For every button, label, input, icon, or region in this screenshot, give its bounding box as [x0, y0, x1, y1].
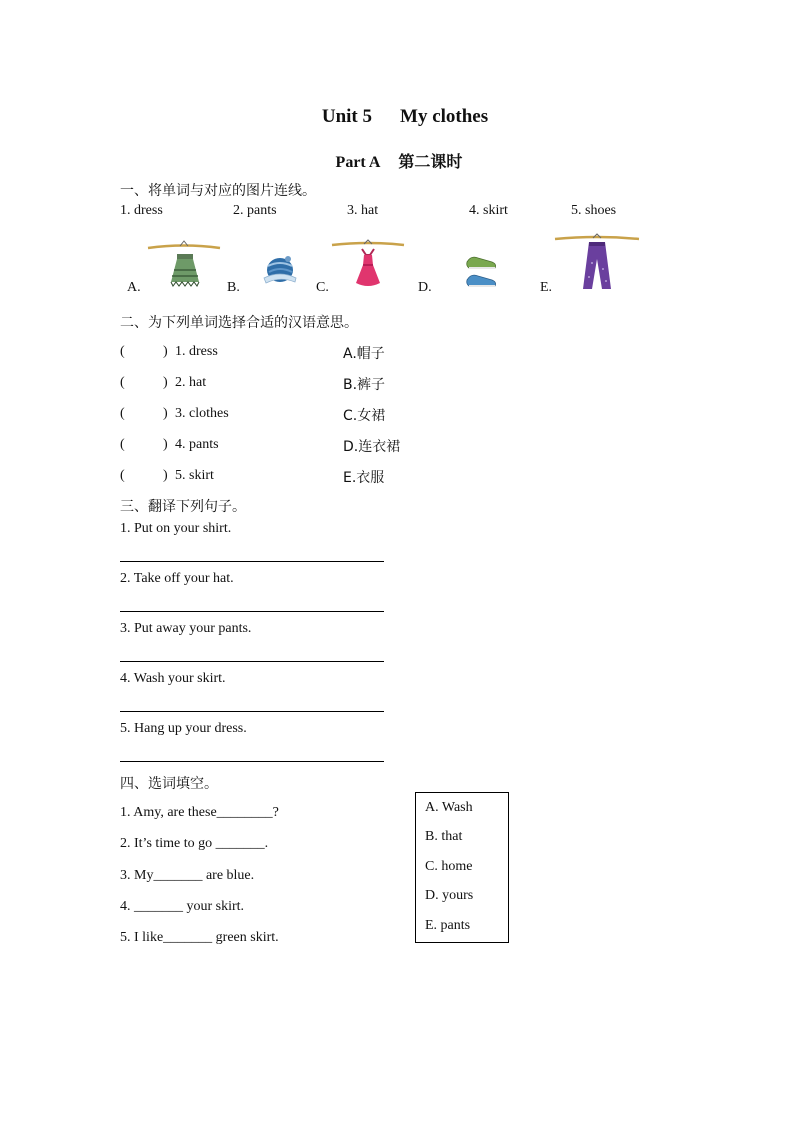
lesson-label: 第二课时: [398, 154, 463, 171]
answer-paren-close: ): [163, 344, 168, 359]
section2-heading: 二、为下列单词选择合适的汉语意思。: [120, 315, 358, 331]
answer-line[interactable]: [120, 761, 384, 762]
word-bank-option: A. Wash: [425, 800, 473, 815]
match-word: 1. dress: [175, 344, 218, 359]
picture-label: D.: [418, 280, 432, 295]
unit-label: Unit 5: [321, 106, 373, 127]
word-item: 5. shoes: [571, 203, 617, 218]
translate-sentence: 1. Put on your shirt.: [120, 521, 232, 536]
answer-paren-close: ): [163, 437, 168, 452]
word-item: 2. pants: [233, 203, 277, 218]
picture-label: E.: [540, 280, 553, 295]
answer-paren-close: ): [163, 468, 168, 483]
word-bank-option: B. that: [425, 829, 463, 844]
part-label: Part A: [335, 154, 381, 171]
word-bank-option: C. home: [425, 859, 473, 874]
word-item: 1. dress: [120, 203, 163, 218]
match-option: C.女裙: [343, 408, 386, 424]
fill-blank-sentence: 3. My_______ are blue.: [120, 868, 255, 883]
section4-heading: 四、选词填空。: [120, 776, 218, 792]
answer-line[interactable]: [120, 561, 384, 562]
picture-label: A.: [127, 280, 141, 295]
answer-paren-close: ): [163, 406, 168, 421]
translate-sentence: 5. Hang up your dress.: [120, 721, 247, 736]
translate-sentence: 4. Wash your skirt.: [120, 671, 226, 686]
answer-line[interactable]: [120, 611, 384, 612]
word-bank-option: D. yours: [425, 888, 474, 903]
worksheet-title: [0, 106, 794, 128]
worksheet-subtitle: [0, 149, 794, 172]
match-word: 2. hat: [175, 375, 207, 390]
hat-icon: [260, 250, 298, 288]
picture-label: B.: [227, 280, 240, 295]
translate-sentence: 2. Take off your hat.: [120, 571, 234, 586]
answer-paren-open: (: [120, 468, 125, 483]
match-option: E.衣服: [343, 470, 385, 486]
match-option: D.连衣裙: [343, 439, 401, 455]
match-word: 3. clothes: [175, 406, 229, 421]
word-item: 4. skirt: [469, 203, 508, 218]
word-bank-option: E. pants: [425, 918, 471, 933]
picture-label: C.: [316, 280, 329, 295]
match-word: 5. skirt: [175, 468, 214, 483]
fill-blank-sentence: 4. _______ your skirt.: [120, 899, 245, 914]
answer-paren-open: (: [120, 437, 125, 452]
fill-blank-sentence: 1. Amy, are these________?: [120, 805, 279, 820]
unit-title: My clothes: [400, 106, 489, 127]
pants-on-hanger-icon: [553, 233, 641, 293]
shoes-icon: [462, 250, 500, 292]
answer-paren-open: (: [120, 375, 125, 390]
match-option: A.帽子: [343, 346, 385, 362]
answer-line[interactable]: [120, 711, 384, 712]
match-option: B.裤子: [343, 377, 386, 393]
fill-blank-sentence: 2. It’s time to go _______.: [120, 836, 269, 851]
answer-paren-open: (: [120, 406, 125, 421]
word-item: 3. hat: [347, 203, 379, 218]
word-bank-box: [415, 792, 509, 943]
translate-sentence: 3. Put away your pants.: [120, 621, 252, 636]
dress-on-hanger-icon: [330, 239, 406, 291]
answer-paren-close: ): [163, 375, 168, 390]
skirt-on-hanger-icon: [146, 240, 222, 292]
section3-heading: 三、翻译下列句子。: [120, 499, 246, 515]
answer-paren-open: (: [120, 344, 125, 359]
section1-heading: 一、将单词与对应的图片连线。: [120, 183, 316, 199]
fill-blank-sentence: 5. I like_______ green skirt.: [120, 930, 279, 945]
match-word: 4. pants: [175, 437, 219, 452]
answer-line[interactable]: [120, 661, 384, 662]
